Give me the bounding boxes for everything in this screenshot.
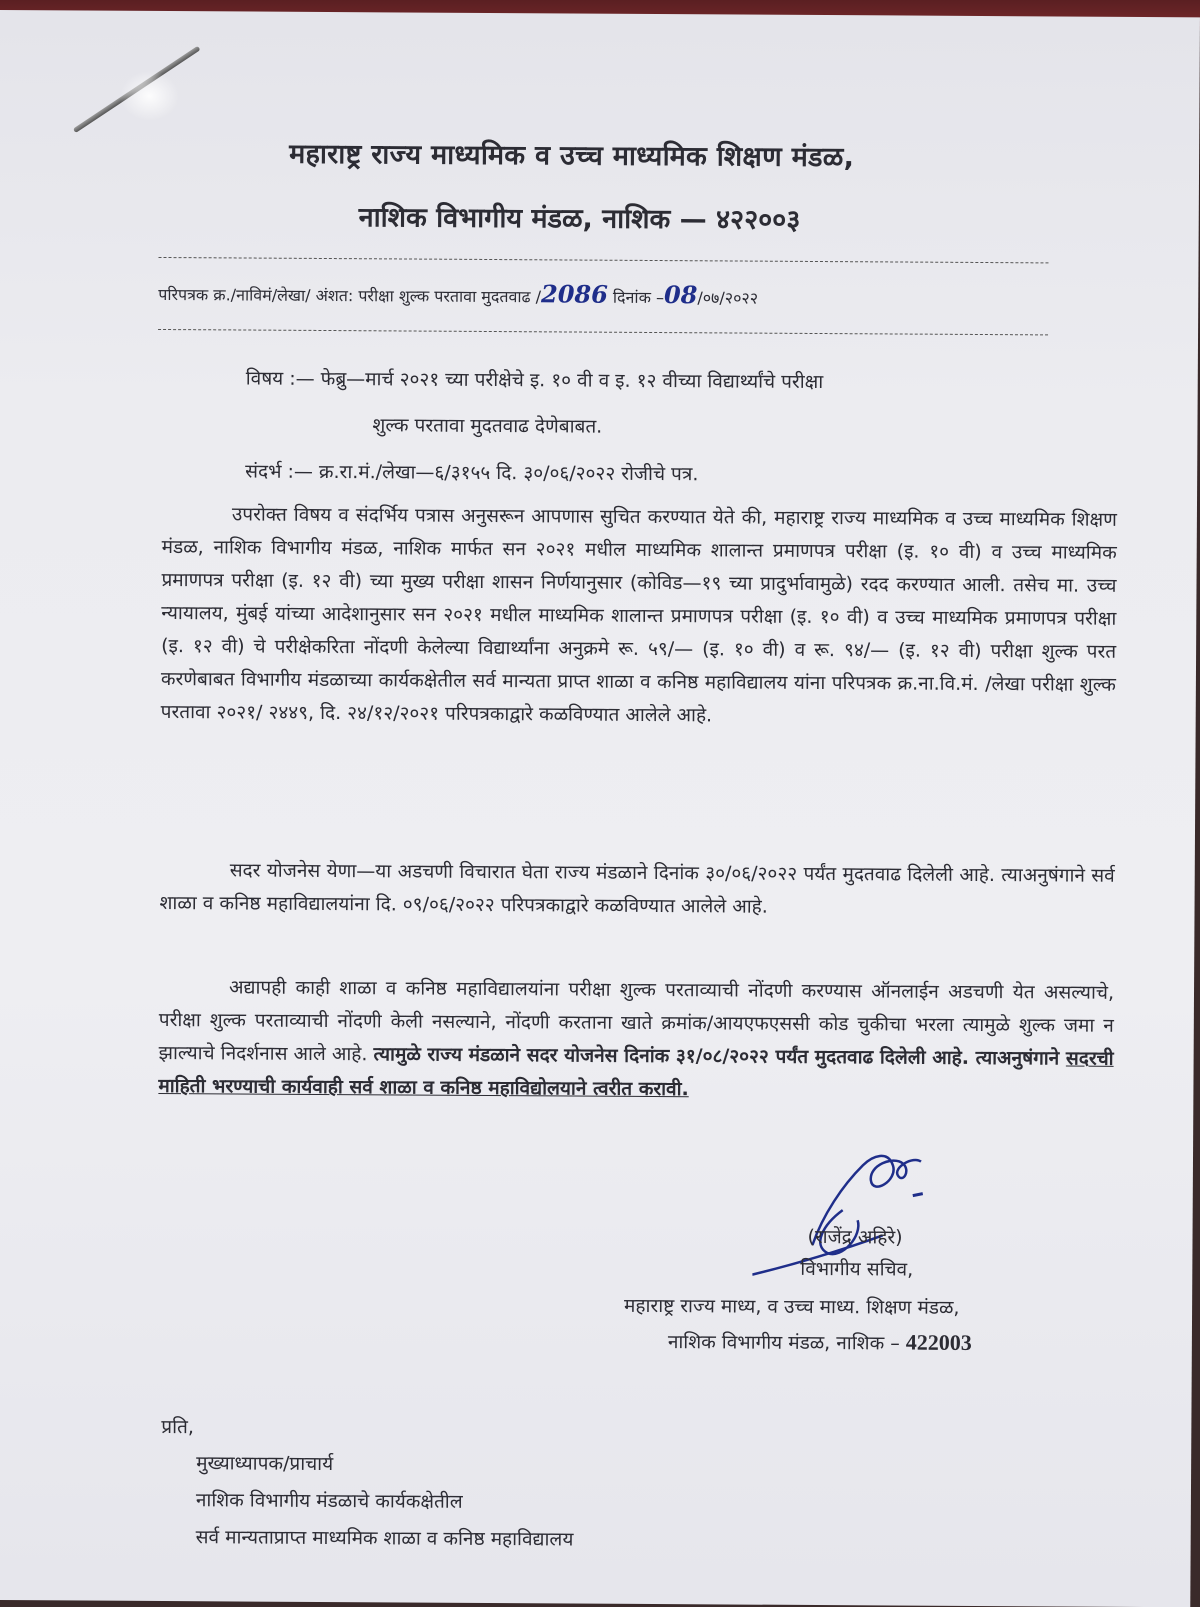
light-glare — [119, 71, 179, 121]
circular-reference-line — [158, 277, 758, 310]
signatory-pin-code: 422003 — [905, 1329, 972, 1355]
recipients-label: प्रति, — [161, 1416, 195, 1439]
recipient-line-3: सर्व मान्यताप्राप्त माध्यमिक शाळा व कनिष्ठ महाविद्यालय — [195, 1526, 574, 1551]
divider-bottom — [158, 329, 1048, 335]
subject-line-2: शुल्क परतावा मुदतवाढ देणेबाबत. — [372, 414, 603, 438]
divider-top — [158, 257, 1048, 263]
division-heading: नाशिक विभागीय मंडळ, नाशिक — ४२२००३ — [358, 202, 801, 236]
reference-line: संदर्भ :— क्र.रा.मं./लेखा—६/३१५५ दि. ३०/०६/२०२२ रोजीचे पत्र. — [245, 460, 699, 486]
recipient-line-2: नाशिक विभागीय मंडळाचे कार्यकक्षेतील — [195, 1489, 463, 1513]
recipient-line-1: मुख्याध्यापक/प्राचार्य — [196, 1452, 334, 1476]
subject-line-1: विषय :— फेब्रु—मार्च २०२१ च्या परीक्षेचे इ. १० वी व इ. १२ वीच्या विद्यार्थ्यांचे परीक्षा — [245, 367, 824, 394]
paragraph-3-plain: अद्यापही काही शाळा व कनिष्ठ महाविद्यालयांना परीक्षा शुल्क परताव्याची नोंदणी करण्यास ऑनलाईन अडचणी येत असल्याचे, परीक्षा शुल्क परताव्याची नोंदणी केली नसल्याने, नोंदणी करताना खाते क्रमांक/आयएफएससी कोड चुकीचा भरला त्यामुळे शुल्क जमा न झाल्याचे निदर्शनास आले आहे. — [158, 976, 1115, 1066]
circular-date-rest: /०७/२०२२ — [697, 288, 759, 308]
signatory-org-line-1: महाराष्ट्र राज्य माध्य, व उच्च माध्य. शिक्षण मंडळ, — [624, 1294, 960, 1319]
circular-prefix: परिपत्रक क्र./नाविमं/लेखा/ अंशत: परीक्षा शुल्क परतावा मुदतवाढ / — [158, 284, 542, 307]
paragraph-3-bold: त्यामुळे राज्य मंडळाने सदर योजनेस दिनांक ३१/०८/२०२२ पर्यंत मुदतवाढ दिलेली आहे. त्याअनुषंगाने — [373, 1043, 1066, 1070]
document-page — [0, 10, 1200, 1607]
paragraph-3 — [158, 971, 1114, 1109]
board-name-heading: महाराष्ट्र राज्य माध्यमिक व उच्च माध्यमिक शिक्षण मंडळ, — [289, 138, 855, 174]
signatory-name: (राजेंद्र अहिरे) — [807, 1225, 903, 1249]
circular-date-label: दिनांक – — [607, 287, 665, 308]
signatory-title: विभागीय सचिव, — [800, 1257, 914, 1281]
circular-number-handwritten: 2086 — [540, 279, 608, 309]
signatory-org-line-2 — [668, 1328, 972, 1356]
signatory-org-text: नाशिक विभागीय मंडळ, नाशिक – — [667, 1331, 906, 1355]
paragraph-3-underlined: सदरची माहिती भरण्याची कार्यवाही सर्व शाळा व कनिष्ठ महाविद्योलयाने त्वरीत करावी. — [158, 1047, 1114, 1101]
paragraph-1: उपरोक्त विषय व संदर्भिय पत्रास अनुसरून आपणास सुचित करण्यात येते की, महाराष्ट्र राज्य माध्यमिक व उच्च माध्यमिक शिक्षण मंडळ, नाशिक विभागीय मंडळ, नाशिक मार्फत सन २०२१ मधील माध्यमिक शालान्त प्रमाणपत्र परीक्षा (इ. १० वी) व उच्च माध्यमिक प्रमाणपत्र परीक्षा (इ. १२ वी) च्या मुख्य परीक्षा शासन निर्णयानुसार (कोविड—१९ च्या प्रादुर्भावामुळे) रदद करण्यात आली. तसेच मा. उच्च न्यायालय, मुंबई यांच्या आदेशानुसार सन २०२१ मधील माध्यमिक शालान्त प्रमाणपत्र परीक्षा (इ. १० वी) व उच्च माध्यमिक प्रमाणपत्र परीक्षा (इ. १२ वी) चे परीक्षेकरिता नोंदणी केलेल्या विद्यार्थ्यांना अनुक्रमे रू. ५९/— (इ. १० वी) व रू. ९४/— (इ. १२ वी) परीक्षा शुल्क परत करणेबाबत विभागीय मंडळाच्या कार्यकक्षेतील सर्व मान्यता प्राप्त शाळा व कनिष्ठ महाविद्यालय यांना परिपत्रक क्र.ना.वि.मं. /लेखा परीक्षा शुल्क परतावा २०२१/ २४४९, दि. २४/१२/२०२१ परिपत्रकाद्वारे कळविण्यात आलेले आहे. — [160, 503, 1117, 727]
paragraph-2: सदर योजनेस येणा—या अडचणी विचारात घेता राज्य मंडळाने दिनांक ३०/०६/२०२२ पर्यंत मुदतवाढ दिलेली आहे. त्याअनुषंगाने सर्व शाळा व कनिष्ठ महाविद्यालयांना दि. ०९/०६/२०२२ परिपत्रकाद्वारे कळविण्यात आलेले आहे. — [159, 859, 1115, 918]
circular-date-day-handwritten: 08 — [663, 280, 698, 310]
